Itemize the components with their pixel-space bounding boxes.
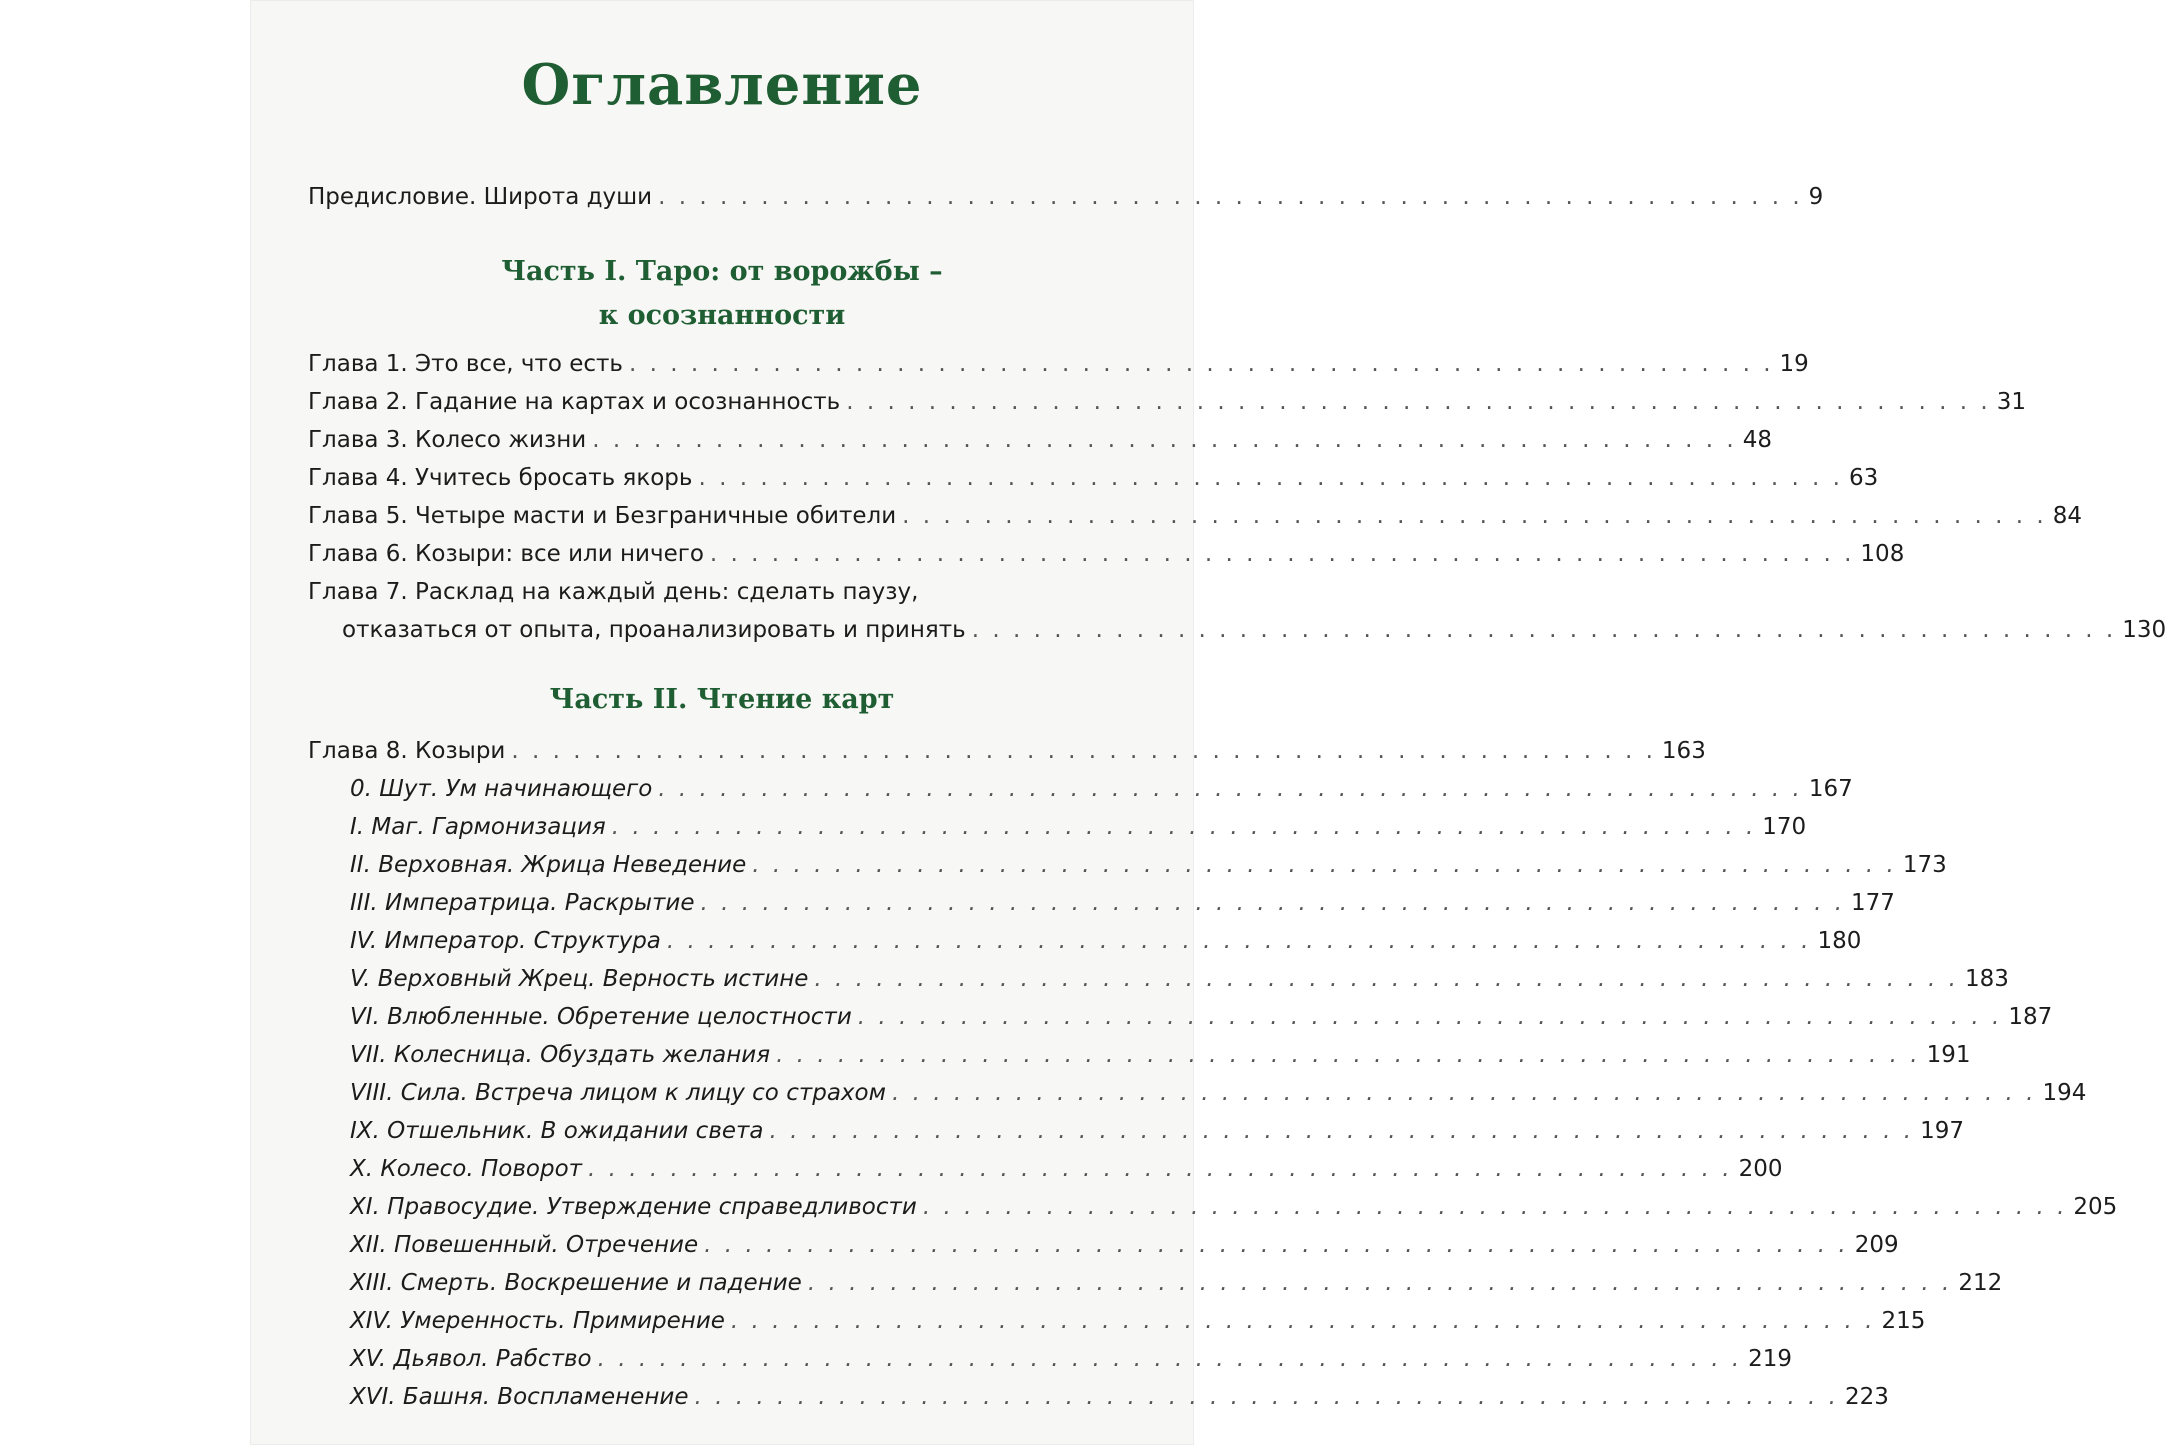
dot-leader: . . . . . . . . . . . . . . . . . . . . . . . . . . . . . . . . . . . . . . . . . . . . . . . . . . . . . . . . [776, 1042, 1921, 1068]
entry-title: X. Колесо. Поворот [350, 1156, 583, 1182]
entry-title: VII. Колесница. Обуздать желания [350, 1042, 771, 1068]
entry-page: 200 [1738, 1156, 1783, 1182]
toc-part1 [308, 345, 2166, 649]
toc-subentry [308, 1302, 1926, 1340]
dot-leader: . . . . . . . . . . . . . . . . . . . . . . . . . . . . . . . . . . . . . . . . . . . . . . . . . . . . . . . . [588, 1156, 1733, 1182]
entry-page: 194 [2042, 1080, 2087, 1106]
entry-title: XI. Правосудие. Утверждение справедливости [350, 1194, 917, 1220]
entry-page: 31 [1996, 389, 2027, 415]
toc-subentry [308, 960, 2009, 998]
dot-leader: . . . . . . . . . . . . . . . . . . . . . . . . . . . . . . . . . . . . . . . . . . . . . . . . . . . . . . . . [807, 1270, 1953, 1296]
toc-entry [308, 345, 1809, 383]
entry-title: Глава 2. Гадание на картах и осознанность [308, 389, 841, 415]
dot-leader: . . . . . . . . . . . . . . . . . . . . . . . . . . . . . . . . . . . . . . . . . . . . . . . . . . . . . . . . [658, 184, 1803, 210]
dot-leader: . . . . . . . . . . . . . . . . . . . . . . . . . . . . . . . . . . . . . . . . . . . . . . . . . . . . . . . . [922, 1194, 2068, 1220]
toc-entry [308, 421, 1773, 459]
entry-title: Предисловие. Широта души [308, 184, 653, 210]
entry-page: 205 [2073, 1194, 2118, 1220]
toc-subentry [308, 998, 2053, 1036]
toc-subentry [308, 846, 1947, 884]
toc-subentry [308, 922, 1862, 960]
entry-title: XVI. Башня. Воспламенение [350, 1384, 689, 1410]
entry-page: 130 [2122, 617, 2166, 643]
entry-page: 63 [1849, 465, 1879, 491]
toc-subentry [308, 1150, 1783, 1188]
entry-page: 19 [1779, 351, 1809, 377]
toc-entry [308, 611, 2166, 649]
entry-page: 212 [1958, 1270, 2003, 1296]
book-page [250, 0, 2166, 1445]
entry-page: 223 [1845, 1384, 1889, 1410]
entry-page: 180 [1817, 928, 1862, 954]
entry-page: 84 [2052, 503, 2082, 529]
page-title: Оглавление [521, 52, 923, 118]
toc-entry [308, 535, 1905, 573]
entry-title: XIV. Умеренность. Примирение [350, 1308, 725, 1334]
entry-title: IV. Император. Структура [350, 928, 661, 954]
toc-subentry [308, 1074, 2087, 1112]
entry-title: V. Верховный Жрец. Верность истине [350, 966, 809, 992]
entry-page: 219 [1748, 1346, 1793, 1372]
entry-title: Глава 6. Козыри: все или ничего [308, 541, 704, 567]
dot-leader: . . . . . . . . . . . . . . . . . . . . . . . . . . . . . . . . . . . . . . . . . . . . . . . . . . . . . . . . [700, 890, 1846, 916]
dot-leader: . . . . . . . . . . . . . . . . . . . . . . . . . . . . . . . . . . . . . . . . . . . . . . . . . . . . . . . . [611, 814, 1757, 840]
entry-title: VI. Влюбленные. Обретение целостности [350, 1004, 852, 1030]
dot-leader: . . . . . . . . . . . . . . . . . . . . . . . . . . . . . . . . . . . . . . . . . . . . . . . . . . . . . . . . [902, 503, 2047, 529]
toc-subentry [308, 1264, 2003, 1302]
entry-title: III. Императрица. Раскрытие [350, 890, 695, 916]
toc-subentry [308, 884, 1895, 922]
part-heading-line: Часть I. Таро: от ворожбы – [501, 256, 943, 287]
part-heading [250, 678, 1194, 722]
entry-title: XV. Дьявол. Рабство [350, 1346, 592, 1372]
toc-subentry [308, 1112, 1964, 1150]
dot-leader: . . . . . . . . . . . . . . . . . . . . . . . . . . . . . . . . . . . . . . . . . . . . . . . . . . . . . . . . [709, 541, 1855, 567]
entry-page: 9 [1808, 184, 1824, 210]
toc-entry [308, 497, 2082, 535]
dot-leader: . . . . . . . . . . . . . . . . . . . . . . . . . . . . . . . . . . . . . . . . . . . . . . . . . . . . . . . . [846, 389, 1991, 415]
toc-subentry [308, 808, 1807, 846]
entry-title: XII. Повешенный. Отречение [350, 1232, 699, 1258]
toc-subentry [308, 770, 1853, 808]
dot-leader: . . . . . . . . . . . . . . . . . . . . . . . . . . . . . . . . . . . . . . . . . . . . . . . . . . . . . . . . [769, 1118, 1915, 1144]
dot-leader: . . . . . . . . . . . . . . . . . . . . . . . . . . . . . . . . . . . . . . . . . . . . . . . . . . . . . . . . [752, 852, 1897, 878]
entry-page: 197 [1920, 1118, 1964, 1144]
entry-page: 48 [1742, 427, 1773, 453]
entry-page: 177 [1851, 890, 1895, 916]
part-heading [250, 250, 1194, 338]
dot-leader: . . . . . . . . . . . . . . . . . . . . . . . . . . . . . . . . . . . . . . . . . . . . . . . . . . . . . . . . [694, 1384, 1839, 1410]
entry-title: Глава 7. Расклад на каждый день: сделать паузу, [308, 579, 919, 605]
toc-subentry [308, 1188, 2118, 1226]
entry-page: 191 [1926, 1042, 1971, 1068]
entry-page: 167 [1808, 776, 1853, 802]
entry-page: 209 [1854, 1232, 1899, 1258]
entry-title-continued: отказаться от опыта, проанализировать и принять [342, 617, 966, 643]
dot-leader: . . . . . . . . . . . . . . . . . . . . . . . . . . . . . . . . . . . . . . . . . . . . . . . . . . . . . . . . [658, 776, 1803, 802]
entry-title: Глава 8. Козыри [308, 738, 506, 764]
toc-preface [308, 178, 1824, 216]
entry-title: Глава 4. Учитесь бросать якорь [308, 465, 693, 491]
toc-entry [308, 459, 1879, 497]
toc-subentry [308, 1340, 1793, 1378]
dot-leader: . . . . . . . . . . . . . . . . . . . . . . . . . . . . . . . . . . . . . . . . . . . . . . . . . . . . . . . . [857, 1004, 2003, 1030]
dot-leader: . . . . . . . . . . . . . . . . . . . . . . . . . . . . . . . . . . . . . . . . . . . . . . . . . . . . . . . . [628, 351, 1774, 377]
toc-part2 [308, 732, 2118, 1416]
dot-leader: . . . . . . . . . . . . . . . . . . . . . . . . . . . . . . . . . . . . . . . . . . . . . . . . . . . . . . . . [597, 1346, 1743, 1372]
entry-title: IX. Отшельник. В ожидании света [350, 1118, 764, 1144]
toc-entry [308, 573, 1140, 611]
dot-leader: . . . . . . . . . . . . . . . . . . . . . . . . . . . . . . . . . . . . . . . . . . . . . . . . . . . . . . . . [814, 966, 1959, 992]
entry-title: I. Маг. Гармонизация [350, 814, 606, 840]
toc-entry [308, 732, 1706, 770]
entry-page: 187 [2008, 1004, 2053, 1030]
dot-leader: . . . . . . . . . . . . . . . . . . . . . . . . . . . . . . . . . . . . . . . . . . . . . . . . . . . . . . . . [666, 928, 1812, 954]
entry-page: 108 [1860, 541, 1905, 567]
dot-leader: . . . . . . . . . . . . . . . . . . . . . . . . . . . . . . . . . . . . . . . . . . . . . . . . . . . . . . . . [511, 738, 1656, 764]
entry-title: Глава 5. Четыре масти и Безграничные обители [308, 503, 897, 529]
entry-page: 215 [1881, 1308, 1926, 1334]
part-heading-line: к осознанности [598, 300, 846, 331]
toc-entry [308, 178, 1824, 216]
dot-leader: . . . . . . . . . . . . . . . . . . . . . . . . . . . . . . . . . . . . . . . . . . . . . . . . . . . . . . . . [891, 1080, 2037, 1106]
entry-title: 0. Шут. Ум начинающего [350, 776, 653, 802]
entry-page: 170 [1762, 814, 1807, 840]
toc-subentry [308, 1226, 1899, 1264]
dot-leader: . . . . . . . . . . . . . . . . . . . . . . . . . . . . . . . . . . . . . . . . . . . . . . . . . . . . . . . . [592, 427, 1737, 453]
dot-leader: . . . . . . . . . . . . . . . . . . . . . . . . . . . . . . . . . . . . . . . . . . . . . . . . . . . . . . . . [971, 617, 2117, 643]
entry-page: 173 [1902, 852, 1947, 878]
toc-subentry [308, 1378, 1889, 1416]
entry-title: Глава 1. Это все, что есть [308, 351, 623, 377]
entry-title: Глава 3. Колесо жизни [308, 427, 587, 453]
entry-title: XIII. Смерть. Воскрешение и падение [350, 1270, 802, 1296]
toc-entry [308, 383, 2027, 421]
entry-title: VIII. Сила. Встреча лицом к лицу со страхом [350, 1080, 886, 1106]
entry-title: II. Верховная. Жрица Неведение [350, 852, 747, 878]
entry-page: 183 [1964, 966, 2009, 992]
dot-leader: . . . . . . . . . . . . . . . . . . . . . . . . . . . . . . . . . . . . . . . . . . . . . . . . . . . . . . . . [730, 1308, 1876, 1334]
dot-leader: . . . . . . . . . . . . . . . . . . . . . . . . . . . . . . . . . . . . . . . . . . . . . . . . . . . . . . . . [698, 465, 1843, 491]
toc-subentry [308, 1036, 1971, 1074]
dot-leader: . . . . . . . . . . . . . . . . . . . . . . . . . . . . . . . . . . . . . . . . . . . . . . . . . . . . . . . . [704, 1232, 1849, 1258]
part-heading-line: Часть II. Чтение карт [549, 684, 895, 715]
entry-page: 163 [1661, 738, 1706, 764]
